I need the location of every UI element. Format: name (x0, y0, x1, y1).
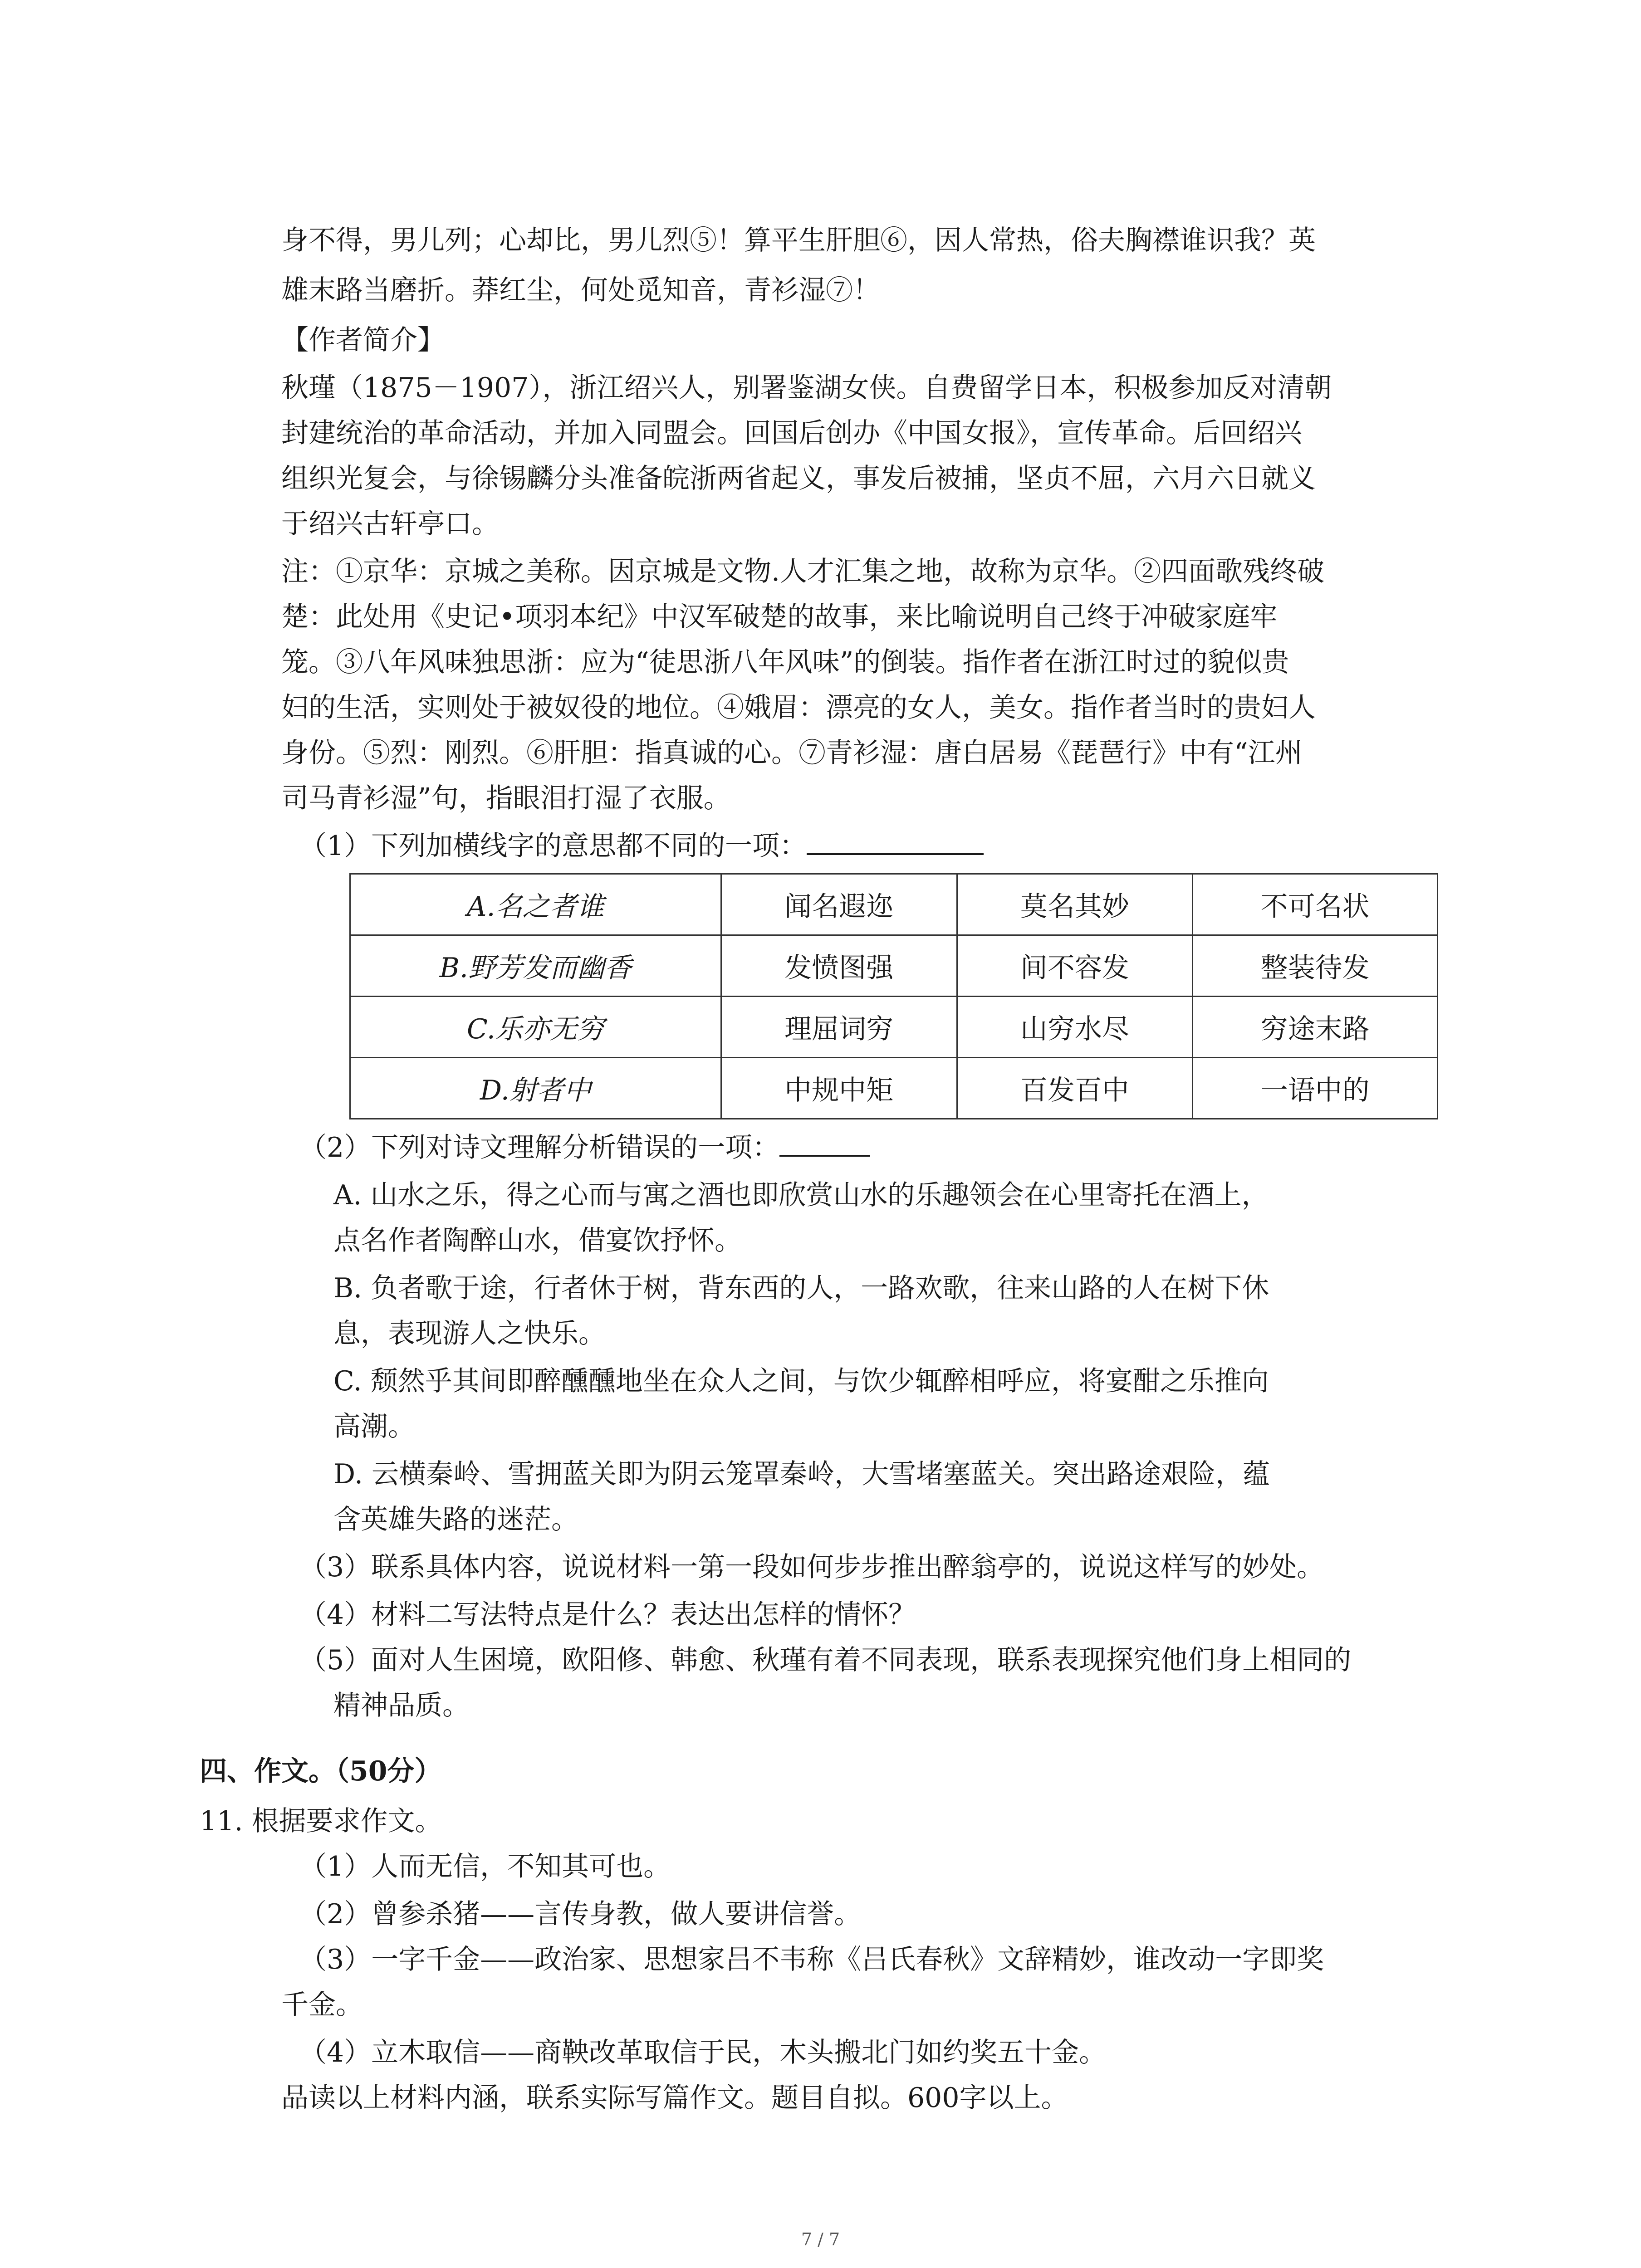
table-row (350, 997, 1438, 1058)
table-cell: 山穷水尽 (957, 997, 1193, 1058)
note-line: 楚：此处用《史记•项羽本纪》中汉军破楚的故事，来比喻说明自己终于冲破家庭牢 (281, 601, 1278, 633)
table-cell: D.射者中 (350, 1058, 721, 1119)
question-1-text: （1）下列加横线字的意思都不同的一项： (299, 830, 807, 862)
essay-item: （1）人而无信，不知其可也。 (299, 1851, 671, 1882)
essay-item-cont: 千金。 (281, 1989, 363, 2021)
table-row (350, 935, 1438, 997)
table-cell: 间不容发 (957, 935, 1193, 997)
poem-line: 雄末路当磨折。莽红尘，何处觅知音，青衫湿⑦！ (281, 274, 880, 306)
note-line: 注：①京华：京城之美称。因京城是文物.人才汇集之地，故称为京华。②四面歌残终破 (281, 556, 1325, 587)
option-line: 点名作者陶醉山水，借宴饮抒怀。 (333, 1225, 742, 1256)
table-cell: 发愤图强 (721, 935, 957, 997)
table-cell: C.乐亦无穷 (350, 997, 721, 1058)
note-line: 笼。③八年风味独思浙：应为“徒思浙八年风味”的倒装。指作者在浙江时过的貌似贵 (281, 646, 1289, 678)
author-intro-line: 组织光复会，与徐锡麟分头准备皖浙两省起义，事发后被捕，坚贞不屈，六月六日就义 (281, 463, 1316, 494)
question-2-text: （2）下列对诗文理解分析错误的一项： (299, 1132, 780, 1163)
question-2 (299, 1125, 870, 1170)
table-cell: 百发百中 (957, 1058, 1193, 1119)
question-11: 11. 根据要求作文。 (200, 1805, 442, 1837)
table-cell: 一语中的 (1193, 1058, 1438, 1119)
question-1 (299, 823, 984, 869)
section-heading: 四、作文。（50分） (200, 1755, 442, 1787)
question-5: （5）面对人生困境，欧阳修、韩愈、秋瑾有着不同表现，联系表现探究他们身上相同的 (299, 1644, 1352, 1676)
options-table (349, 873, 1438, 1119)
essay-instruction: 品读以上材料内涵，联系实际写篇作文。题目自拟。600字以上。 (281, 2082, 1068, 2114)
answer-blank (779, 1128, 870, 1157)
option-line: 息，表现游人之快乐。 (333, 1318, 606, 1349)
table-cell: 整装待发 (1193, 935, 1438, 997)
table-row (350, 1058, 1438, 1119)
option-line: A. 山水之乐，得之心而与寓之酒也即欣赏山水的乐趣领会在心里寄托在酒上， (333, 1179, 1269, 1211)
answer-blank (807, 826, 984, 855)
table-cell: 不可名状 (1193, 874, 1438, 935)
option-line: C. 颓然乎其间即醉醺醺地坐在众人之间，与饮少辄醉相呼应，将宴酣之乐推向 (333, 1365, 1269, 1397)
table-cell: 闻名遐迩 (721, 874, 957, 935)
question-4: （4）材料二写法特点是什么？表达出怎样的情怀？ (299, 1599, 916, 1631)
option-line: 高潮。 (333, 1411, 415, 1442)
page-number: 7 / 7 (801, 2229, 840, 2249)
note-line: 司马青衫湿”句，指眼泪打湿了衣服。 (281, 782, 731, 814)
author-intro-line: 封建统治的革命活动，并加入同盟会。回国后创办《中国女报》，宣传革命。后回绍兴 (281, 417, 1302, 449)
note-line: 身份。⑤烈：刚烈。⑥肝胆：指真诚的心。⑦青衫湿：唐白居易《琵琶行》中有“江州 (281, 737, 1303, 769)
table-cell: 理屈词穷 (721, 997, 957, 1058)
essay-item: （4）立木取信——商鞅改革取信于民，木头搬北门如约奖五十金。 (299, 2037, 1107, 2068)
table-cell: A.名之者谁 (350, 874, 721, 935)
table-row (350, 874, 1438, 935)
author-intro-heading: 【作者简介】 (281, 324, 445, 356)
table-cell: 中规中矩 (721, 1058, 957, 1119)
option-line: 含英雄失路的迷茫。 (333, 1504, 578, 1535)
option-line: D. 云横秦岭、雪拥蓝关即为阴云笼罩秦岭，大雪堵塞蓝关。突出路途艰险，蕴 (333, 1458, 1270, 1490)
poem-line: 身不得，男儿列；心却比，男儿烈⑤！算平生肝胆⑥，因人常热，俗夫胸襟谁识我？英 (281, 225, 1316, 256)
option-line: B. 负者歌于途，行者休于树，背东西的人，一路欢歌，往来山路的人在树下休 (333, 1272, 1269, 1304)
author-intro-line: 秋瑾（1875－1907），浙江绍兴人，别署鉴湖女侠。自费留学日本，积极参加反对清朝 (281, 372, 1332, 404)
essay-item: （2）曾参杀猪——言传身教，做人要讲信誉。 (299, 1898, 862, 1930)
question-5-cont: 精神品质。 (333, 1690, 470, 1721)
table-cell: B.野芳发而幽香 (350, 935, 721, 997)
essay-item: （3）一字千金——政治家、思想家吕不韦称《吕氏春秋》文辞精妙，谁改动一字即奖 (299, 1944, 1324, 1975)
question-3: （3）联系具体内容，说说材料一第一段如何步步推出醉翁亭的，说说这样写的妙处。 (299, 1551, 1324, 1583)
table-cell: 莫名其妙 (957, 874, 1193, 935)
note-line: 妇的生活，实则处于被奴役的地位。④娥眉：漂亮的女人，美女。指作者当时的贵妇人 (281, 692, 1316, 723)
table-cell: 穷途末路 (1193, 997, 1438, 1058)
author-intro-line: 于绍兴古轩亭口。 (281, 508, 499, 540)
